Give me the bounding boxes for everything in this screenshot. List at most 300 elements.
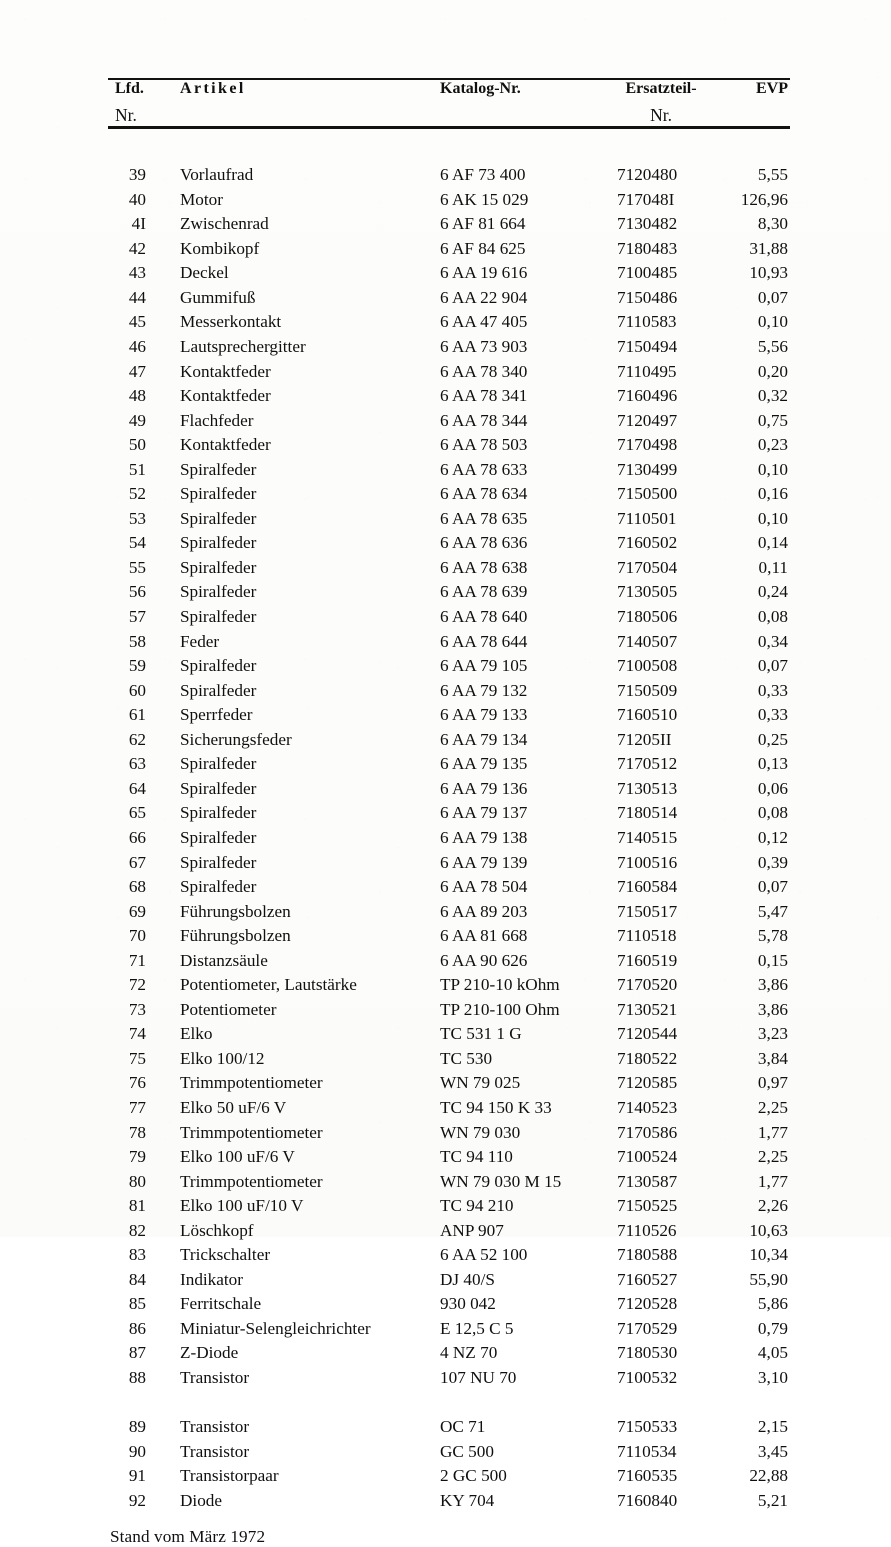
cell-katalog-nr: 6 AA 78 340 xyxy=(440,361,528,381)
cell-evp: 0,25 xyxy=(757,729,788,749)
cell-artikel: Transistorpaar xyxy=(180,1466,279,1486)
cell-lfd-nr: 42 xyxy=(128,238,146,258)
cell-lfd-nr: 39 xyxy=(128,165,146,185)
cell-katalog-nr: TC 94 110 xyxy=(440,1147,513,1167)
cell-artikel: Vorlaufrad xyxy=(180,165,254,185)
cell-artikel: Transistor xyxy=(180,1417,250,1437)
cell-artikel: Gummifuß xyxy=(180,287,256,307)
table-row-spacer xyxy=(108,1391,790,1416)
table-row xyxy=(108,630,790,655)
cell-lfd-nr: 44 xyxy=(128,287,146,307)
cell-evp: 4,05 xyxy=(757,1343,788,1363)
cell-evp: 2,25 xyxy=(757,1097,788,1117)
cell-evp: 1,77 xyxy=(757,1171,788,1191)
cell-ersatzteil-nr: 7180588 xyxy=(617,1245,678,1265)
table-row xyxy=(108,482,790,507)
table-row xyxy=(108,163,790,188)
parts-table-body xyxy=(108,163,790,1513)
cell-artikel: Sicherungsfeder xyxy=(180,729,292,749)
table-row xyxy=(108,1341,790,1366)
cell-lfd-nr: 45 xyxy=(128,312,146,332)
cell-katalog-nr: WN 79 030 xyxy=(440,1122,521,1142)
cell-katalog-nr: 6 AA 78 344 xyxy=(440,410,528,430)
cell-artikel: Kombikopf xyxy=(180,238,260,258)
cell-lfd-nr: 76 xyxy=(128,1073,146,1093)
cell-evp: 3,10 xyxy=(757,1367,788,1387)
cell-katalog-nr: 6 AA 78 634 xyxy=(440,484,528,504)
cell-lfd-nr: 58 xyxy=(128,631,146,651)
cell-artikel: Spiralfeder xyxy=(180,533,257,553)
table-row xyxy=(108,310,790,335)
cell-evp: 0,23 xyxy=(757,435,788,455)
header-spacer-katalog xyxy=(438,98,611,126)
cell-ersatzteil-nr: 7180483 xyxy=(617,238,678,258)
cell-ersatzteil-nr: 7170504 xyxy=(617,557,678,577)
cell-artikel: Deckel xyxy=(180,263,229,283)
cell-katalog-nr: 4 NZ 70 xyxy=(440,1343,498,1363)
table-row xyxy=(108,286,790,311)
status-note: Stand vom März 1972 xyxy=(110,1527,266,1547)
cell-katalog-nr: 6 AA 79 136 xyxy=(440,778,528,798)
cell-lfd-nr: 69 xyxy=(128,901,146,921)
cell-evp: 0,14 xyxy=(757,533,788,553)
cell-artikel: Kontaktfeder xyxy=(180,386,271,406)
cell-ersatzteil-nr: 7110495 xyxy=(617,361,677,381)
table-row xyxy=(108,335,790,360)
column-header-evp: EVP xyxy=(756,80,788,98)
cell-katalog-nr: KY 704 xyxy=(440,1490,495,1510)
cell-evp: 126,96 xyxy=(740,189,788,209)
cell-katalog-nr: 6 AA 73 903 xyxy=(440,337,528,357)
cell-ersatzteil-nr: 7170512 xyxy=(617,754,678,774)
cell-katalog-nr: 6 AA 79 137 xyxy=(440,803,528,823)
table-row xyxy=(108,949,790,974)
cell-ersatzteil-nr: 7150533 xyxy=(617,1417,678,1437)
cell-artikel: Spiralfeder xyxy=(180,877,257,897)
table-row xyxy=(108,1440,790,1465)
cell-katalog-nr: 6 AA 78 639 xyxy=(440,582,528,602)
cell-ersatzteil-nr: 7140523 xyxy=(617,1097,678,1117)
cell-lfd-nr: 68 xyxy=(128,877,146,897)
cell-lfd-nr: 75 xyxy=(128,1048,146,1068)
cell-ersatzteil-nr: 7140507 xyxy=(617,631,678,651)
cell-evp: 0,15 xyxy=(757,950,788,970)
cell-katalog-nr: 6 AA 78 638 xyxy=(440,557,528,577)
cell-lfd-nr: 48 xyxy=(128,386,146,406)
table-row xyxy=(108,875,790,900)
table-row xyxy=(108,237,790,262)
cell-lfd-nr: 74 xyxy=(128,1024,146,1044)
cell-ersatzteil-nr: 7120480 xyxy=(617,165,678,185)
table-row xyxy=(108,1145,790,1170)
cell-artikel: Ferritschale xyxy=(180,1294,262,1314)
cell-lfd-nr: 56 xyxy=(128,582,146,602)
table-row xyxy=(108,360,790,385)
cell-evp: 10,63 xyxy=(749,1220,788,1240)
cell-evp: 0,33 xyxy=(757,705,788,725)
table-row xyxy=(108,212,790,237)
cell-artikel: Transistor xyxy=(180,1441,250,1461)
cell-artikel: Spiralfeder xyxy=(180,827,257,847)
cell-artikel: Flachfeder xyxy=(180,410,254,430)
cell-lfd-nr: 90 xyxy=(128,1441,146,1461)
cell-lfd-nr: 89 xyxy=(128,1417,146,1437)
cell-lfd-nr: 63 xyxy=(128,754,146,774)
cell-evp: 22,88 xyxy=(749,1466,788,1486)
header-spacer-artikel xyxy=(170,98,438,126)
cell-ersatzteil-nr: 7170529 xyxy=(617,1318,678,1338)
parts-table-body-wrapper xyxy=(108,163,790,1513)
cell-katalog-nr: 6 AA 19 616 xyxy=(440,263,528,283)
cell-lfd-nr: 73 xyxy=(128,999,146,1019)
cell-ersatzteil-nr: 7170520 xyxy=(617,975,678,995)
cell-evp: 2,26 xyxy=(757,1196,788,1216)
cell-lfd-nr: 53 xyxy=(128,508,146,528)
table-row xyxy=(108,433,790,458)
cell-artikel: Spiralfeder xyxy=(180,582,257,602)
cell-katalog-nr: 6 AF 73 400 xyxy=(440,165,526,185)
cell-evp: 0,07 xyxy=(757,877,788,897)
cell-ersatzteil-nr: 7160840 xyxy=(617,1490,678,1510)
column-header-lfd-nr: Lfd. xyxy=(115,80,144,98)
cell-lfd-nr: 67 xyxy=(128,852,146,872)
cell-evp: 0,13 xyxy=(757,754,788,774)
cell-lfd-nr: 51 xyxy=(128,459,146,479)
cell-artikel: Elko 50 uF/6 V xyxy=(180,1097,287,1117)
cell-katalog-nr: TP 210-100 Ohm xyxy=(440,999,560,1019)
cell-evp: 0,10 xyxy=(757,508,788,528)
cell-artikel: Löschkopf xyxy=(180,1220,254,1240)
cell-artikel: Messerkontakt xyxy=(180,312,282,332)
cell-evp: 0,39 xyxy=(757,852,788,872)
cell-ersatzteil-nr: 7100532 xyxy=(617,1367,678,1387)
cell-evp: 0,10 xyxy=(757,459,788,479)
cell-evp: 1,77 xyxy=(757,1122,788,1142)
table-row xyxy=(108,531,790,556)
cell-ersatzteil-nr: 7170498 xyxy=(617,435,678,455)
cell-artikel: Z-Diode xyxy=(180,1343,239,1363)
table-row xyxy=(108,654,790,679)
table-row xyxy=(108,752,790,777)
cell-katalog-nr: 6 AA 79 105 xyxy=(440,656,528,676)
cell-katalog-nr: 6 AA 52 100 xyxy=(440,1245,528,1265)
cell-evp: 5,86 xyxy=(757,1294,788,1314)
table-row xyxy=(108,973,790,998)
cell-ersatzteil-nr: 7120544 xyxy=(617,1024,678,1044)
cell-katalog-nr: 2 GC 500 xyxy=(440,1466,507,1486)
column-header-ersatzteil-nr-line2: Nr. xyxy=(650,105,672,126)
table-row xyxy=(108,1366,790,1391)
cell-evp: 3,45 xyxy=(757,1441,788,1461)
cell-artikel: Elko 100 uF/6 V xyxy=(180,1147,295,1167)
table-row xyxy=(108,1047,790,1072)
cell-evp: 0,07 xyxy=(757,656,788,676)
cell-artikel: Potentiometer xyxy=(180,999,277,1019)
cell-evp: 3,86 xyxy=(757,999,788,1019)
cell-ersatzteil-nr: 7160519 xyxy=(617,950,678,970)
table-row xyxy=(108,1415,790,1440)
cell-lfd-nr: 80 xyxy=(128,1171,146,1191)
cell-katalog-nr: 107 NU 70 xyxy=(440,1367,517,1387)
table-header xyxy=(108,80,790,126)
cell-artikel: Indikator xyxy=(180,1269,244,1289)
cell-artikel: Miniatur-Selengleichrichter xyxy=(180,1318,371,1338)
table-header-subrow xyxy=(108,98,790,126)
cell-ersatzteil-nr: 7180506 xyxy=(617,607,678,627)
cell-ersatzteil-nr: 7110501 xyxy=(617,508,677,528)
cell-artikel: Führungsbolzen xyxy=(180,901,291,921)
cell-katalog-nr: GC 500 xyxy=(440,1441,494,1461)
cell-lfd-nr: 52 xyxy=(128,484,146,504)
cell-evp: 0,33 xyxy=(757,680,788,700)
cell-lfd-nr: 83 xyxy=(128,1245,146,1265)
cell-katalog-nr: 6 AA 47 405 xyxy=(440,312,528,332)
table-row xyxy=(108,1170,790,1195)
cell-evp: 0,11 xyxy=(758,557,788,577)
cell-lfd-nr: 46 xyxy=(128,337,146,357)
table-row xyxy=(108,1243,790,1268)
cell-artikel: Spiralfeder xyxy=(180,656,257,676)
table-row-spacer-cell xyxy=(108,1391,790,1416)
cell-ersatzteil-nr: 7110518 xyxy=(617,926,677,946)
cell-lfd-nr: 88 xyxy=(128,1367,146,1387)
cell-evp: 3,86 xyxy=(757,975,788,995)
cell-katalog-nr: ANP 907 xyxy=(440,1220,504,1240)
cell-evp: 0,79 xyxy=(757,1318,788,1338)
header-body-gap xyxy=(108,129,790,163)
cell-artikel: Transistor xyxy=(180,1367,250,1387)
cell-ersatzteil-nr: 7150500 xyxy=(617,484,678,504)
cell-evp: 0,07 xyxy=(757,287,788,307)
cell-lfd-nr: 60 xyxy=(128,680,146,700)
cell-ersatzteil-nr: 7140515 xyxy=(617,827,678,847)
cell-ersatzteil-nr: 7130505 xyxy=(617,582,678,602)
table-row xyxy=(108,777,790,802)
cell-artikel: Elko 100 uF/10 V xyxy=(180,1196,304,1216)
cell-evp: 5,55 xyxy=(757,165,788,185)
cell-ersatzteil-nr: 7120528 xyxy=(617,1294,678,1314)
cell-ersatzteil-nr: 7100516 xyxy=(617,852,678,872)
cell-artikel: Spiralfeder xyxy=(180,508,257,528)
cell-ersatzteil-nr: 7110526 xyxy=(617,1220,677,1240)
cell-evp: 10,34 xyxy=(749,1245,788,1265)
table-row xyxy=(108,507,790,532)
cell-katalog-nr: TC 531 1 G xyxy=(440,1024,522,1044)
cell-katalog-nr: 6 AF 84 625 xyxy=(440,238,526,258)
cell-katalog-nr: 6 AA 81 668 xyxy=(440,926,528,946)
cell-katalog-nr: 6 AA 78 636 xyxy=(440,533,528,553)
cell-lfd-nr: 71 xyxy=(128,950,146,970)
cell-ersatzteil-nr: 7130499 xyxy=(617,459,678,479)
cell-katalog-nr: 6 AA 79 134 xyxy=(440,729,528,749)
cell-lfd-nr: 57 xyxy=(128,607,146,627)
cell-artikel: Spiralfeder xyxy=(180,557,257,577)
cell-ersatzteil-nr: 7130587 xyxy=(617,1171,678,1191)
cell-lfd-nr: 85 xyxy=(128,1294,146,1314)
cell-katalog-nr: WN 79 025 xyxy=(440,1073,521,1093)
cell-ersatzteil-nr: 7160535 xyxy=(617,1466,678,1486)
cell-katalog-nr: 6 AA 78 640 xyxy=(440,607,528,627)
table-row xyxy=(108,1464,790,1489)
cell-evp: 0,08 xyxy=(757,803,788,823)
cell-katalog-nr: OC 71 xyxy=(440,1417,486,1437)
table-row xyxy=(108,1219,790,1244)
cell-evp: 2,15 xyxy=(757,1417,788,1437)
cell-artikel: Kontaktfeder xyxy=(180,361,271,381)
cell-katalog-nr: 6 AA 78 341 xyxy=(440,386,528,406)
column-header-artikel: Artikel xyxy=(180,80,246,98)
cell-ersatzteil-nr: 71205II xyxy=(617,729,672,749)
cell-lfd-nr: 49 xyxy=(128,410,146,430)
cell-artikel: Trimmpotentiometer xyxy=(180,1171,323,1191)
cell-lfd-nr: 87 xyxy=(128,1343,146,1363)
table-row xyxy=(108,1317,790,1342)
table-header-row xyxy=(108,80,790,98)
column-header-katalog-nr: Katalog-Nr. xyxy=(440,80,521,98)
cell-ersatzteil-nr: 7150509 xyxy=(617,680,678,700)
table-row xyxy=(108,900,790,925)
cell-katalog-nr: 6 AA 79 133 xyxy=(440,705,528,725)
table-row xyxy=(108,1489,790,1514)
cell-artikel: Spiralfeder xyxy=(180,484,257,504)
table-row xyxy=(108,1268,790,1293)
cell-ersatzteil-nr: 7150525 xyxy=(617,1196,678,1216)
cell-katalog-nr: 6 AA 78 635 xyxy=(440,508,528,528)
cell-artikel: Motor xyxy=(180,189,223,209)
table-row xyxy=(108,409,790,434)
cell-lfd-nr: 70 xyxy=(128,926,146,946)
cell-artikel: Spiralfeder xyxy=(180,680,257,700)
cell-ersatzteil-nr: 7160510 xyxy=(617,705,678,725)
cell-lfd-nr: 4I xyxy=(131,214,146,234)
cell-artikel: Spiralfeder xyxy=(180,803,257,823)
cell-ersatzteil-nr: 7130513 xyxy=(617,778,678,798)
table-row xyxy=(108,851,790,876)
cell-evp: 31,88 xyxy=(749,238,788,258)
cell-artikel: Zwischenrad xyxy=(180,214,269,234)
cell-ersatzteil-nr: 7150494 xyxy=(617,337,678,357)
cell-lfd-nr: 43 xyxy=(128,263,146,283)
table-row xyxy=(108,728,790,753)
cell-ersatzteil-nr: 7160527 xyxy=(617,1269,678,1289)
cell-artikel: Spiralfeder xyxy=(180,459,257,479)
table-row xyxy=(108,384,790,409)
cell-katalog-nr: 6 AA 79 132 xyxy=(440,680,528,700)
cell-ersatzteil-nr: 7170586 xyxy=(617,1122,678,1142)
cell-ersatzteil-nr: 7100524 xyxy=(617,1147,678,1167)
cell-artikel: Spiralfeder xyxy=(180,754,257,774)
cell-lfd-nr: 81 xyxy=(128,1196,146,1216)
table-row xyxy=(108,1121,790,1146)
cell-katalog-nr: 6 AA 78 633 xyxy=(440,459,528,479)
cell-katalog-nr: 6 AA 90 626 xyxy=(440,950,528,970)
column-header-lfd-nr-line2: Nr. xyxy=(115,105,137,126)
cell-lfd-nr: 92 xyxy=(128,1490,146,1510)
cell-ersatzteil-nr: 7160584 xyxy=(617,877,678,897)
cell-artikel: Lautsprechergitter xyxy=(180,337,306,357)
cell-lfd-nr: 84 xyxy=(128,1269,146,1289)
table-row xyxy=(108,998,790,1023)
cell-lfd-nr: 54 xyxy=(128,533,146,553)
table-row xyxy=(108,679,790,704)
cell-artikel: Spiralfeder xyxy=(180,607,257,627)
cell-artikel: Potentiometer, Lautstärke xyxy=(180,975,357,995)
cell-ersatzteil-nr: 7160502 xyxy=(617,533,678,553)
cell-katalog-nr: DJ 40/S xyxy=(440,1269,495,1289)
cell-evp: 5,21 xyxy=(757,1490,788,1510)
table-row xyxy=(108,261,790,286)
cell-artikel: Feder xyxy=(180,631,220,651)
cell-evp: 0,16 xyxy=(757,484,788,504)
header-spacer-evp xyxy=(711,98,790,126)
cell-katalog-nr: WN 79 030 M 15 xyxy=(440,1171,562,1191)
cell-katalog-nr: 930 042 xyxy=(440,1294,496,1314)
cell-lfd-nr: 47 xyxy=(128,361,146,381)
table-row xyxy=(108,188,790,213)
cell-ersatzteil-nr: 7180514 xyxy=(617,803,678,823)
cell-katalog-nr: TC 94 150 K 33 xyxy=(440,1097,552,1117)
cell-ersatzteil-nr: 7110583 xyxy=(617,312,677,332)
cell-evp: 0,06 xyxy=(757,778,788,798)
table-row xyxy=(108,1022,790,1047)
table-row xyxy=(108,556,790,581)
cell-lfd-nr: 78 xyxy=(128,1122,146,1142)
table-row xyxy=(108,1071,790,1096)
cell-katalog-nr: 6 AK 15 029 xyxy=(440,189,529,209)
table-row xyxy=(108,703,790,728)
cell-katalog-nr: 6 AA 89 203 xyxy=(440,901,528,921)
cell-ersatzteil-nr: 7150517 xyxy=(617,901,678,921)
column-header-ersatzteil-nr: Ersatzteil- xyxy=(625,80,697,98)
cell-ersatzteil-nr: 7100508 xyxy=(617,656,678,676)
cell-ersatzteil-nr: 7180530 xyxy=(617,1343,678,1363)
cell-evp: 0,12 xyxy=(757,827,788,847)
cell-evp: 0,20 xyxy=(757,361,788,381)
cell-evp: 5,56 xyxy=(757,337,788,357)
cell-ersatzteil-nr: 7180522 xyxy=(617,1048,678,1068)
cell-evp: 0,08 xyxy=(757,607,788,627)
cell-artikel: Spiralfeder xyxy=(180,852,257,872)
cell-artikel: Elko xyxy=(180,1024,213,1044)
cell-artikel: Distanzsäule xyxy=(180,950,268,970)
cell-ersatzteil-nr: 7120585 xyxy=(617,1073,678,1093)
cell-artikel: Elko 100/12 xyxy=(180,1048,265,1068)
cell-artikel: Spiralfeder xyxy=(180,778,257,798)
cell-ersatzteil-nr: 7150486 xyxy=(617,287,678,307)
cell-ersatzteil-nr: 7120497 xyxy=(617,410,678,430)
cell-katalog-nr: 6 AA 79 138 xyxy=(440,827,528,847)
cell-ersatzteil-nr: 7160496 xyxy=(617,386,678,406)
cell-evp: 0,97 xyxy=(757,1073,788,1093)
cell-evp: 0,32 xyxy=(757,386,788,406)
cell-artikel: Trimmpotentiometer xyxy=(180,1073,323,1093)
cell-evp: 3,84 xyxy=(757,1048,788,1068)
cell-artikel: Trimmpotentiometer xyxy=(180,1122,323,1142)
cell-katalog-nr: 6 AA 78 644 xyxy=(440,631,528,651)
cell-evp: 0,75 xyxy=(757,410,788,430)
cell-lfd-nr: 82 xyxy=(128,1220,146,1240)
cell-katalog-nr: 6 AA 79 135 xyxy=(440,754,528,774)
cell-lfd-nr: 91 xyxy=(128,1466,146,1486)
table-row xyxy=(108,1194,790,1219)
table-row xyxy=(108,801,790,826)
cell-evp: 0,34 xyxy=(757,631,788,651)
cell-katalog-nr: 6 AA 78 503 xyxy=(440,435,528,455)
cell-evp: 3,23 xyxy=(757,1024,788,1044)
cell-lfd-nr: 65 xyxy=(128,803,146,823)
cell-evp: 55,90 xyxy=(749,1269,788,1289)
cell-lfd-nr: 72 xyxy=(128,975,146,995)
